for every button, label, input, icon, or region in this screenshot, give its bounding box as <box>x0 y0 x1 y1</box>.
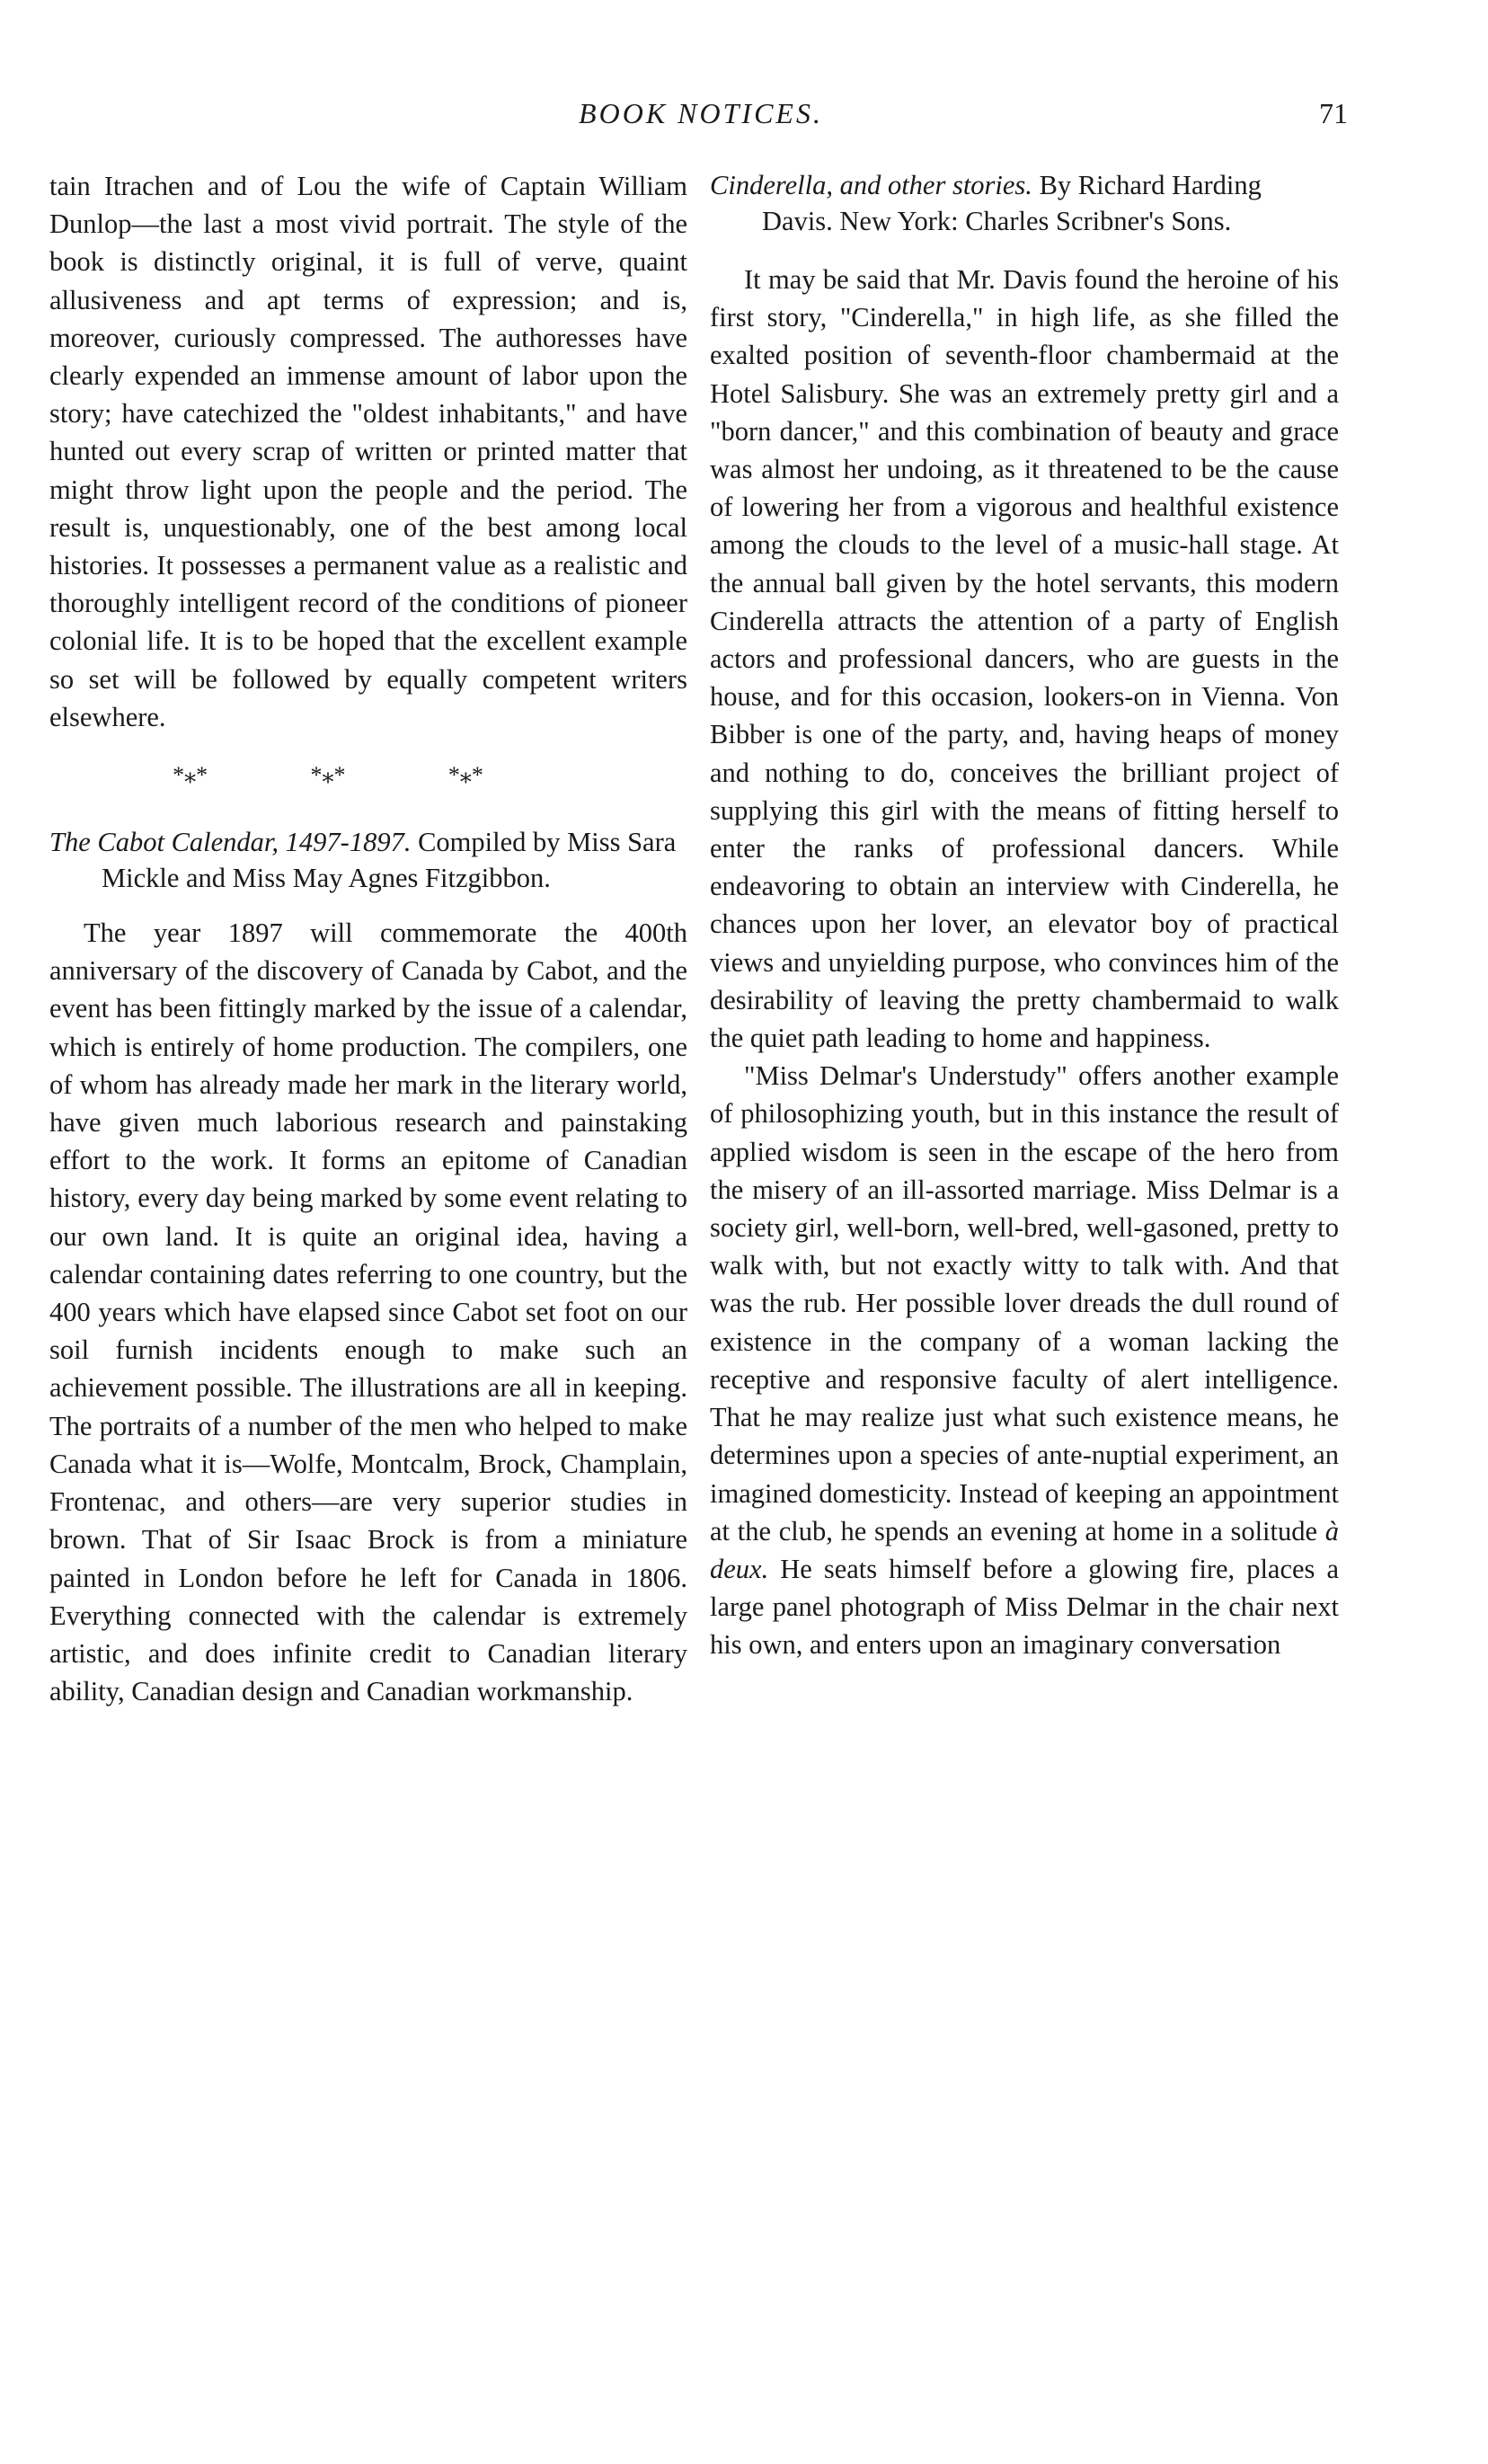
running-title: BOOK NOTICES. <box>579 97 823 129</box>
asterism-mark: *⁎* <box>173 762 208 789</box>
review-paragraph: It may be said that Mr. Davis found the heroine of his first story, "Cinderella," in high life, as she filled the exalted position of seventh-floor chambermaid at the Hotel Salisbury. She was an extremely pretty girl and a "born dancer," and this combination of beauty and grace was almost her undoing, as it threatened to be the cause of lowering her from a vigorous and healthful existence among the clouds to the level of a music-hall stage. At the annual ball given by the hotel servants, this modern Cinderella attracts the attention of a party of English actors and professional dancers, who are guests in the house, and for this occasion, lookers-on in Vienna. Von Bibber is one of the party, and, having heaps of money and nothing to do, conceives the brilliant project of supplying this girl with the means of fitting herself to enter the ranks of professional dancers. While endeavoring to obtain an interview with Cinderella, he chances upon her lover, an elevator boy of practical views and unyielding purpose, who convinces him of the desirability of leaving the pretty chambermaid to walk the quiet path leading to home and happiness. <box>710 264 1339 1054</box>
asterism-mark: *⁎* <box>310 762 346 789</box>
notice-heading-cinderella <box>710 167 1339 239</box>
notice-body-cabot-calendar: The year 1897 will commemorate the 400th anniversary of the discovery of Canada by Cabot, and the event has been fittingly marked by the issue of a calendar, which is entirely of home production. The compilers, one of whom has already made her mark in the literary world, have given much laborious research and painstaking effort to the work. It forms an epitome of Canadian history, every day being marked by some event relating to our own land. It is quite an original idea, having a calendar containing dates referring to one country, but the 400 years which have elapsed since Cabot set foot on our soil furnish incidents enough to make such an achievement possible. The illustrations are all in keeping. The portraits of a number of the men who helped to make Canada what it is—Wolfe, Montcalm, Brock, Champlain, Frontenac, and others—are very superior studies in brown. That of Sir Isaac Brock is from a miniature painted in London before he left for Canada in 1806. Everything connected with the calendar is extremely artistic, and does infinite credit to Canadian literary ability, Canadian design and Canadian workmanship. <box>49 917 687 1707</box>
right-column <box>710 167 1339 1664</box>
asterism-mark: *⁎* <box>447 762 483 789</box>
notice-heading-cabot-calendar <box>49 824 687 896</box>
page-number: 71 <box>1319 97 1348 129</box>
book-byline: By Richard Harding Davis. New York: Charles Scribner's Sons. <box>762 170 1262 236</box>
review-paragraph <box>710 1057 1339 1663</box>
section-divider <box>121 763 535 788</box>
left-column <box>49 167 687 1710</box>
continued-paragraph: tain Itrachen and of Lou the wife of Captain William Dunlop—the last a most vivid portrait. The style of the book is distinctly original, it is full of verve, quaint allusiveness and apt terms of expression; and is, moreover, curiously compressed. The authoresses have clearly expended an immense amount of labor upon the story; have catechized the "oldest inhabitants," and have hunted out every scrap of written or printed matter that might throw light upon the people and the period. The result is, unquestionably, one of the best among local histories. It possesses a permanent value as a realistic and thoroughly intelligent record of the conditions of pioneer colonial life. It is to be hoped that the excellent example so set will be followed by equally competent writers elsewhere. <box>49 171 687 732</box>
italic-phrase: à deux. <box>710 1515 1339 1584</box>
book-title: Cinderella, and other stories. <box>710 170 1032 200</box>
book-title: The Cabot Calendar, 1497-1897. <box>49 827 412 858</box>
book-byline: Compiled by Miss Sara Mickle and Miss May Agnes Fitzgibbon. <box>102 827 677 894</box>
paragraph-text: He seats himself before a glowing fire, places a large panel photograph of Miss Delmar in the chair next his own, and enters upon an imaginary conversation <box>710 1553 1339 1661</box>
paragraph-text: "Miss Delmar's Understudy" offers another example of philosophizing youth, but in this instance the result of applied wisdom is seen in the escape of the hero from the misery of an ill-assorted marriage. Miss Delmar is a society girl, well-born, well-bred, well-gasoned, pretty to walk with, but not exactly witty to talk with. And that was the rub. Her possible lover dreads the dull round of existence in the company of a woman lacking the receptive and responsive faculty of alert intelligence. That he may realize just what such existence means, he determines upon a species of ante-nuptial experiment, an imagined domesticity. Instead of keeping an appointment at the club, he spends an evening at home in a solitude <box>710 1060 1339 1547</box>
